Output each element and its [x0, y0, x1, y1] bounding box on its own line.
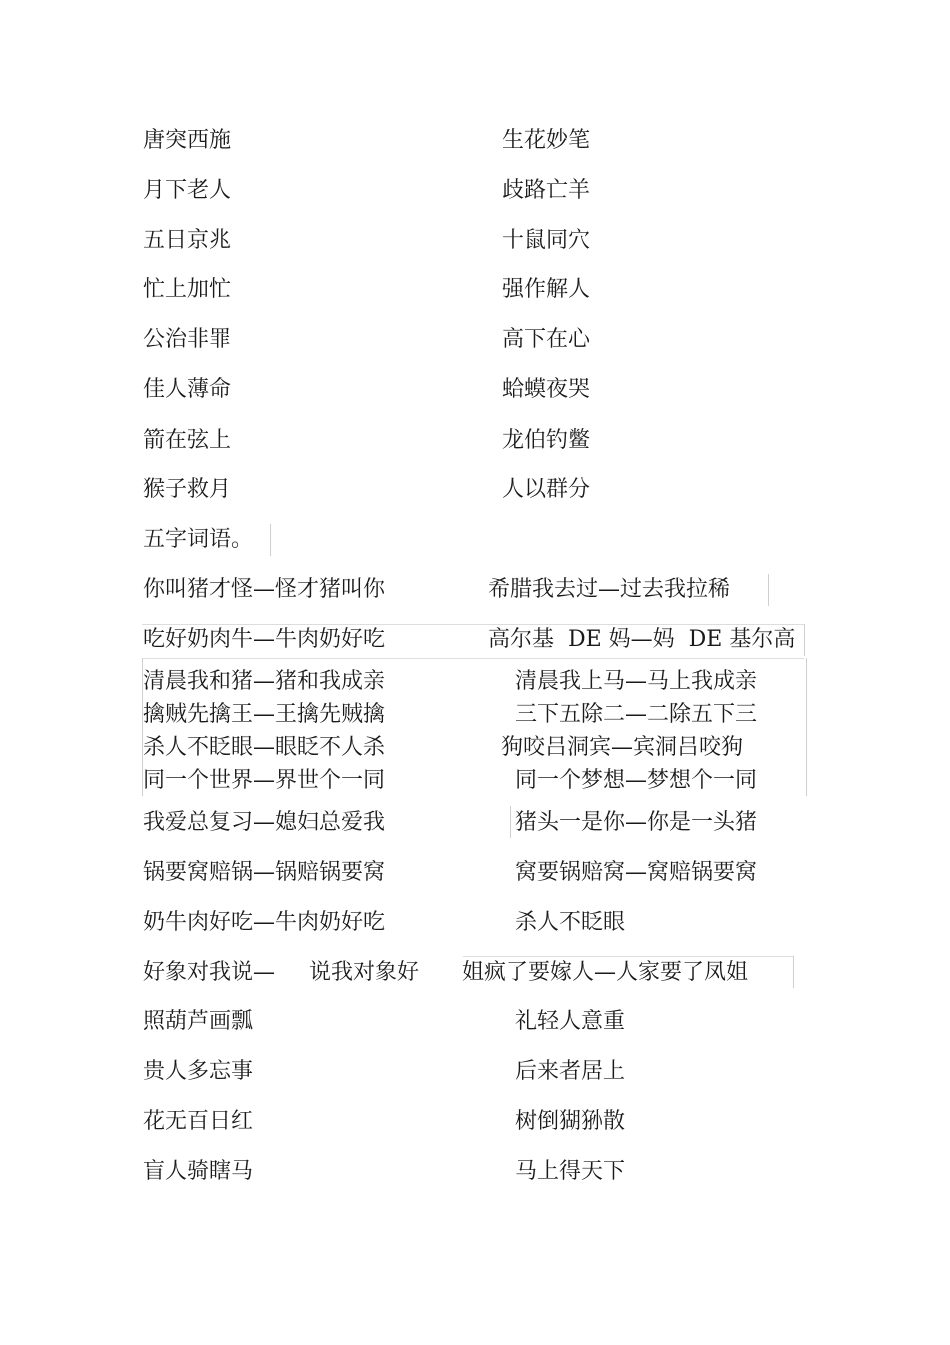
idiom-right: 龙伯钓鳖 [502, 428, 591, 453]
idiom-left: 月下老人 [143, 178, 232, 203]
table-border [804, 624, 805, 656]
palindrome-left: 奶牛肉好吃—牛肉奶好吃 [143, 910, 386, 935]
palindrome-left: 杀人不眨眼—眼眨不人杀 [143, 735, 386, 760]
palindrome-right: 清晨我上马—马上我成亲 [515, 669, 758, 694]
palindrome-left: 我爱总复习—媳妇总爱我 [143, 810, 386, 835]
idiom-right: 歧路亡羊 [502, 178, 591, 203]
palindrome-right: 杀人不眨眼 [515, 910, 626, 935]
idiom-left: 公治非罪 [143, 327, 232, 352]
saying-left: 照葫芦画瓢 [143, 1009, 254, 1034]
palindrome-left: 吃好奶肉牛—牛肉奶好吃 [143, 627, 386, 652]
palindrome-left: 锅要窝赔锅—锅赔锅要窝 [143, 860, 386, 885]
saying-right: 马上得天下 [515, 1159, 626, 1184]
idiom-left: 猴子救月 [143, 477, 232, 502]
idiom-left: 佳人薄命 [143, 377, 232, 402]
palindrome-right: 希腊我去过—过去我拉稀 [488, 577, 731, 602]
idiom-left: 唐突西施 [143, 128, 232, 153]
table-border [768, 574, 769, 606]
table-border [806, 658, 807, 796]
idiom-left: 五日京兆 [143, 228, 232, 253]
saying-right: 树倒猢狲散 [515, 1109, 626, 1134]
palindrome-right: 三下五除二—二除五下三 [515, 702, 758, 727]
palindrome-right: 狗咬吕洞宾—宾洞吕咬狗 [501, 735, 744, 760]
idiom-right: 十鼠同穴 [502, 228, 591, 253]
table-border [142, 658, 804, 659]
idiom-left: 箭在弦上 [143, 428, 232, 453]
idiom-left: 忙上加忙 [143, 277, 232, 302]
idiom-right: 强作解人 [502, 277, 591, 302]
table-border [142, 624, 804, 625]
saying-left: 花无百日红 [143, 1109, 254, 1134]
palindrome-left-continued: 说我对象好 [309, 960, 420, 985]
table-border [510, 806, 511, 838]
palindrome-left: 同一个世界—界世个一同 [143, 768, 386, 793]
palindrome-left: 擒贼先擒王—王擒先贼擒 [143, 702, 386, 727]
table-border [463, 956, 793, 957]
saying-right: 礼轻人意重 [515, 1009, 626, 1034]
table-border [270, 524, 271, 556]
idiom-right: 人以群分 [502, 477, 591, 502]
section-heading: 五字词语。 [143, 527, 254, 552]
table-border [793, 956, 794, 988]
palindrome-right: 同一个梦想—梦想个一同 [515, 768, 758, 793]
palindrome-right: 猪头一是你—你是一头猪 [515, 810, 758, 835]
saying-left: 盲人骑瞎马 [143, 1159, 254, 1184]
idiom-right: 生花妙笔 [502, 128, 591, 153]
saying-left: 贵人多忘事 [143, 1059, 254, 1084]
palindrome-left: 清晨我和猪—猪和我成亲 [143, 669, 386, 694]
palindrome-right: 姐疯了要嫁人—人家要了凤姐 [462, 960, 749, 985]
idiom-right: 高下在心 [502, 327, 591, 352]
palindrome-left: 好象对我说— [143, 960, 276, 985]
idiom-right: 蛤蟆夜哭 [502, 377, 591, 402]
palindrome-right: 高尔基 DE 妈—妈 DE 基尔高 [488, 627, 796, 652]
palindrome-left: 你叫猪才怪—怪才猪叫你 [143, 577, 386, 602]
palindrome-right: 窝要锅赔窝—窝赔锅要窝 [515, 860, 758, 885]
saying-right: 后来者居上 [515, 1059, 626, 1084]
